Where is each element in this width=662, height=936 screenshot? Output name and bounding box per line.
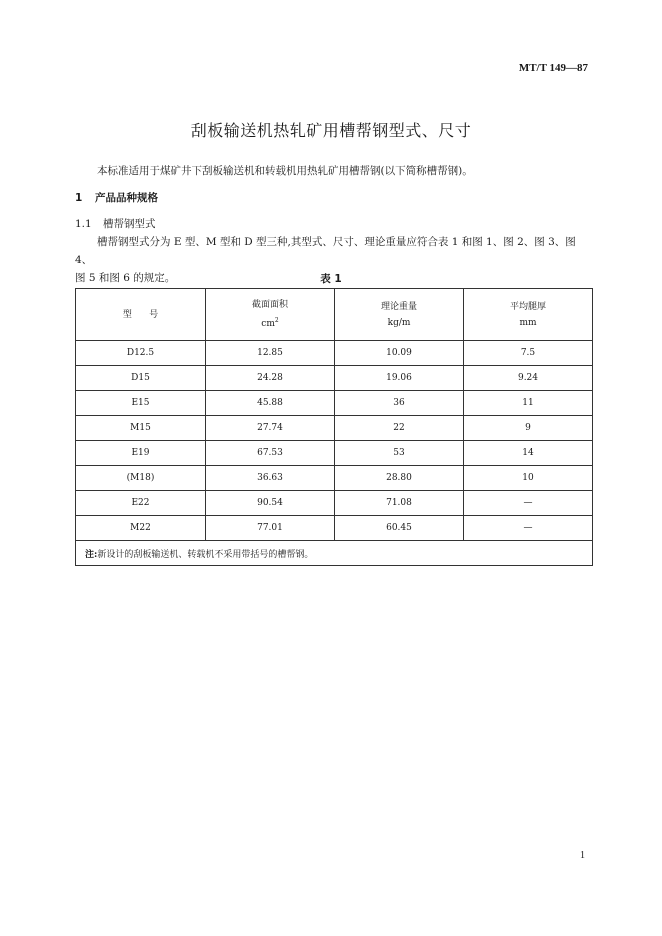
intro-paragraph: 本标准适用于煤矿井下刮板输送机和转载机用热轧矿用槽帮钢(以下简称槽帮钢)。 <box>97 165 473 177</box>
spec-table <box>75 288 593 566</box>
table-caption: 表 1 <box>320 273 342 285</box>
header-weight-unit: kg/m <box>387 317 411 328</box>
cell-model: E22 <box>76 491 206 516</box>
cell-area: 12.85 <box>206 341 335 366</box>
cell-area: 90.54 <box>206 491 335 516</box>
cell-area: 45.88 <box>206 391 335 416</box>
table-note-row <box>76 541 593 566</box>
cell-model: E19 <box>76 441 206 466</box>
cell-area: 27.74 <box>206 416 335 441</box>
cell-weight: 36 <box>335 391 464 416</box>
section-1-1-line-1: 槽帮钢型式分为 E 型、M 型和 D 型三种,其型式、尺寸、理论重量应符合表 1 和图 1、图 2、图 3、图 4、 <box>75 236 576 266</box>
header-model-label: 型 号 <box>122 309 159 320</box>
table-row <box>76 391 593 416</box>
cell-thickness: 14 <box>464 441 593 466</box>
header-weight <box>335 289 464 341</box>
table-row <box>76 466 593 491</box>
header-thickness-label: 平均腿厚 <box>509 301 546 312</box>
cell-model: M22 <box>76 516 206 541</box>
section-1-1-title: 槽帮钢型式 <box>103 218 156 230</box>
cell-thickness: 7.5 <box>464 341 593 366</box>
cell-area: 36.63 <box>206 466 335 491</box>
cell-area: 24.28 <box>206 366 335 391</box>
cell-thickness: — <box>464 491 593 516</box>
cell-weight: 22 <box>335 416 464 441</box>
table-header-row <box>76 289 593 341</box>
cell-model: E15 <box>76 391 206 416</box>
section-1-title: 产品品种规格 <box>95 192 158 204</box>
table-note-label: 注: <box>85 549 98 560</box>
cell-area: 77.01 <box>206 516 335 541</box>
header-weight-label: 理论重量 <box>380 301 417 312</box>
header-model <box>76 289 206 341</box>
section-1-number: 1 <box>75 192 83 204</box>
header-area-unit: $cm^2$ <box>261 317 279 329</box>
cell-weight: 19.06 <box>335 366 464 391</box>
header-area-label: 截面面积 <box>251 300 288 310</box>
cell-model: D12.5 <box>76 341 206 366</box>
table-note-text: 新设计的刮板输送机、转载机不采用带括号的槽帮钢。 <box>97 549 314 560</box>
cell-thickness: 10 <box>464 466 593 491</box>
cell-thickness: 9.24 <box>464 366 593 391</box>
header-area <box>206 289 335 341</box>
cell-weight: 60.45 <box>335 516 464 541</box>
table-row <box>76 516 593 541</box>
document-title: 刮板输送机热轧矿用槽帮钢型式、尺寸 <box>190 121 472 140</box>
standard-code: MT/T 149—87 <box>518 62 588 74</box>
table-row <box>76 416 593 441</box>
cell-weight: 71.08 <box>335 491 464 516</box>
cell-model: M15 <box>76 416 206 441</box>
cell-model: (M18) <box>76 466 206 491</box>
section-1-1-heading <box>75 215 595 233</box>
table-row <box>76 366 593 391</box>
table-row <box>76 441 593 466</box>
section-1-1-line-2: 图 5 和图 6 的规定。 <box>75 272 176 284</box>
section-1-heading <box>75 189 595 207</box>
cell-weight: 28.80 <box>335 466 464 491</box>
cell-thickness: — <box>464 516 593 541</box>
section-1-1-number: 1.1 <box>75 218 92 230</box>
cell-model: D15 <box>76 366 206 391</box>
cell-weight: 53 <box>335 441 464 466</box>
header-thickness <box>464 289 593 341</box>
table-row <box>76 341 593 366</box>
cell-thickness: 9 <box>464 416 593 441</box>
cell-area: 67.53 <box>206 441 335 466</box>
header-thickness-unit: mm <box>519 317 537 328</box>
cell-weight: 10.09 <box>335 341 464 366</box>
table-note <box>76 541 593 566</box>
table-row <box>76 491 593 516</box>
page-number: 1 <box>580 850 585 861</box>
cell-thickness: 11 <box>464 391 593 416</box>
